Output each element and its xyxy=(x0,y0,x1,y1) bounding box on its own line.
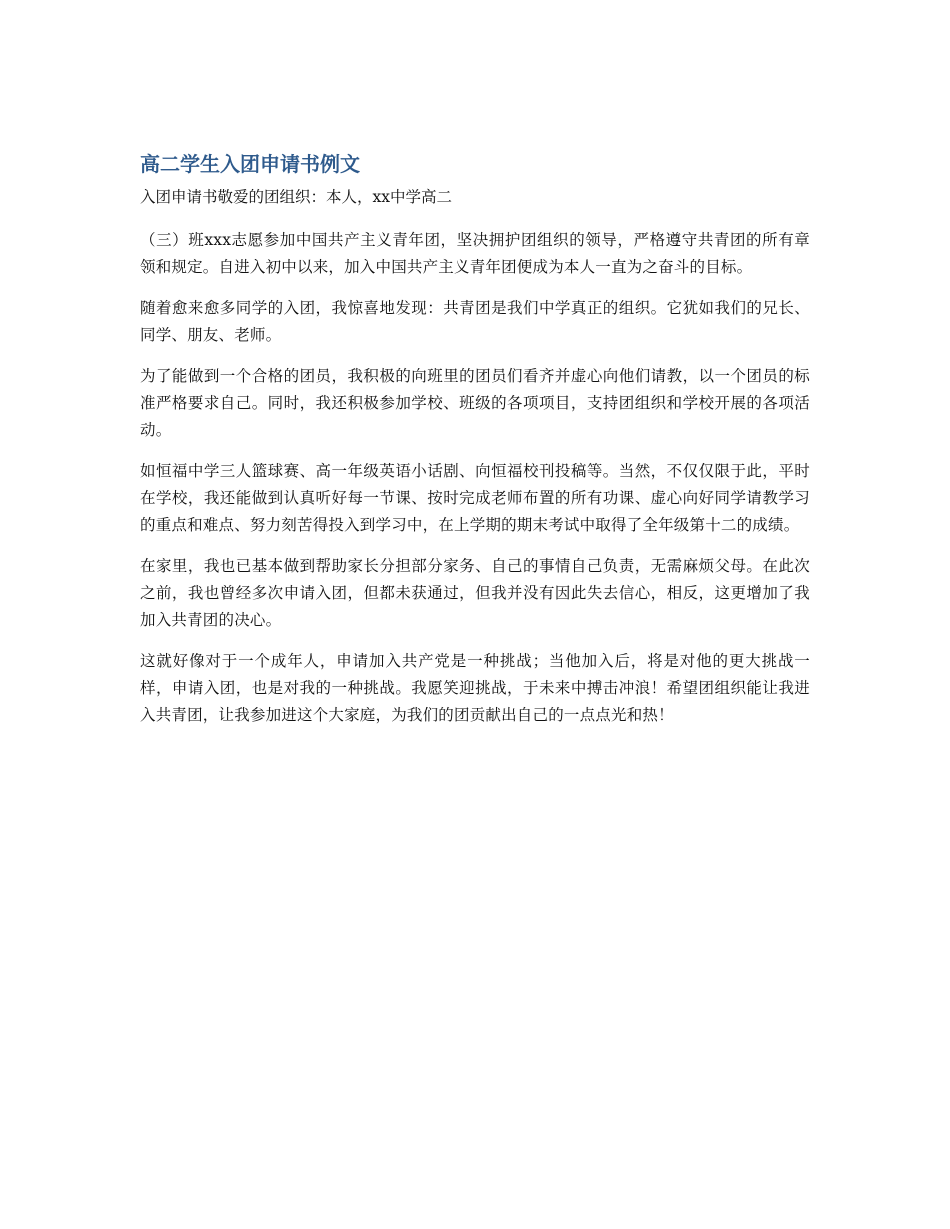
paragraph-2: 随着愈来愈多同学的入团，我惊喜地发现：共青团是我们中学真正的组织。它犹如我们的兄长、同学、朋友、老师。 xyxy=(140,299,810,344)
paragraph-5: 在家里，我也已基本做到帮助家长分担部分家务、自己的事情自己负责，无需麻烦父母。在此次之前，我也曾经多次申请入团，但都未获通过，但我并没有因此失去信心，相反，这更增加了我加入共青团的决心。 xyxy=(140,557,810,629)
paragraph-6: 这就好像对于一个成年人，申请加入共产党是一种挑战；当他加入后，将是对他的更大挑战一样，申请入团，也是对我的一种挑战。我愿笑迎挑战，于未来中搏击冲浪！希望团组织能让我进入共青团，让我参加进这个大家庭，为我们的团贡献出自己的一点点光和热！ xyxy=(140,652,810,724)
paragraph-4: 如恒福中学三人篮球赛、高一年级英语小话剧、向恒福校刊投稿等。当然，不仅仅限于此，平时在学校，我还能做到认真听好每一节课、按时完成老师布置的所有功课、虚心向好同学请教学习的重点和难点、努力刻苦得投入到学习中，在上学期的期末考试中取得了全年级第十二的成绩。 xyxy=(140,462,810,534)
document-subtitle: 入团申请书敬爱的团组织：本人，xx中学高二 xyxy=(140,188,452,206)
paragraph-1: （三）班xxx志愿参加中国共产主义青年团，坚决拥护团组织的领导，严格遵守共青团的所有章领和规定。自进入初中以来，加入中国共产主义青年团便成为本人一直为之奋斗的目标。 xyxy=(140,231,810,276)
document-page xyxy=(140,150,810,743)
paragraph-3: 为了能做到一个合格的团员，我积极的向班里的团员们看齐并虚心向他们请教，以一个团员的标准严格要求自己。同时，我还积极参加学校、班级的各项项目，支持团组织和学校开展的各项活动。 xyxy=(140,367,810,439)
document-title: 高二学生入团申请书例文 xyxy=(140,152,360,176)
